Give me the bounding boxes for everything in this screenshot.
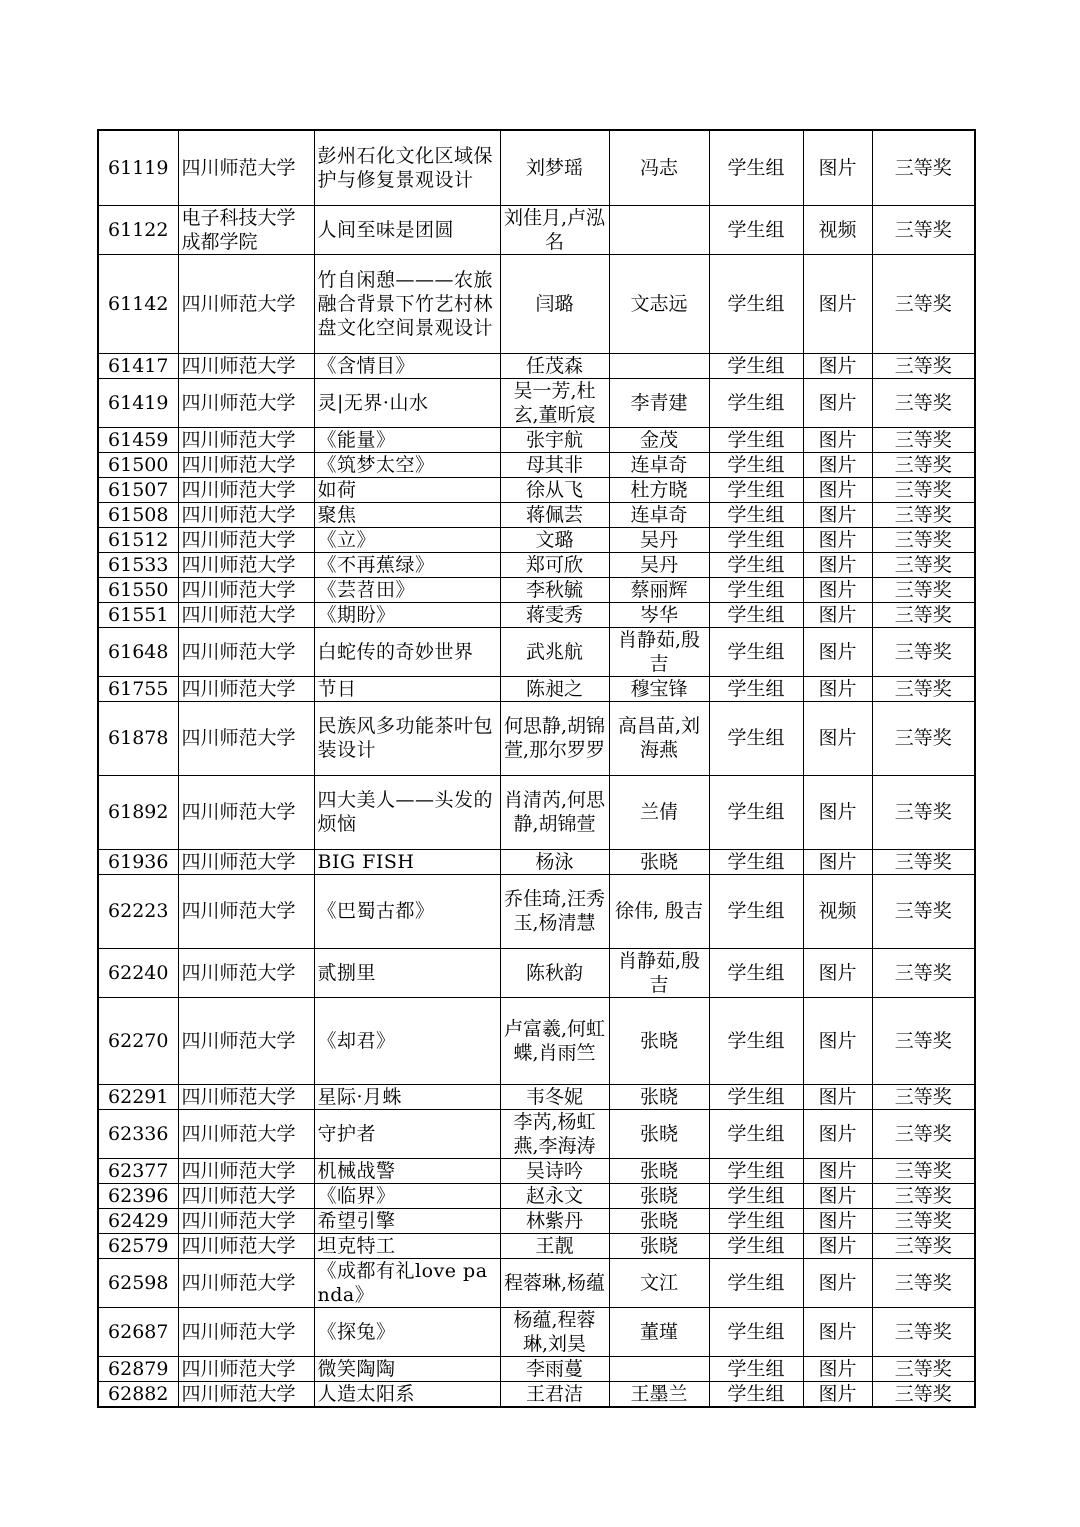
work-title-cell: 灵|无界·山水 [314,378,500,427]
tutor-cell: 连卓奇 [609,452,709,477]
award-id-cell: 61878 [98,701,178,775]
tutor-cell: 张晓 [609,849,709,874]
university-cell: 四川师范大学 [178,775,314,849]
work-title-cell: 彭州石化文化区域保护与修复景观设计 [314,130,500,205]
prize-cell: 三等奖 [872,452,975,477]
work-title-cell: 人间至味是团圆 [314,205,500,254]
table-row [98,577,975,602]
tutor-cell: 杜方晓 [609,477,709,502]
award-id-cell: 61551 [98,602,178,627]
work-type-cell: 图片 [803,1158,872,1183]
university-cell: 四川师范大学 [178,948,314,997]
work-title-cell: 星际·月蛛 [314,1084,500,1109]
work-title-cell: 四大美人——头发的烦恼 [314,775,500,849]
prize-cell: 三等奖 [872,627,975,676]
award-id-cell: 61119 [98,130,178,205]
award-id-cell: 61417 [98,353,178,378]
work-title-cell: 《却君》 [314,997,500,1084]
table-row [98,452,975,477]
award-id-cell: 61459 [98,427,178,452]
prize-cell: 三等奖 [872,552,975,577]
award-id-cell: 61500 [98,452,178,477]
table-row [98,1208,975,1233]
work-title-cell: 《筑梦太空》 [314,452,500,477]
table-row [98,427,975,452]
award-id-cell: 62336 [98,1109,178,1158]
awards-table-body [98,130,975,1407]
work-title-cell: 《成都有礼love panda》 [314,1258,500,1307]
prize-cell: 三等奖 [872,1233,975,1258]
group-cell: 学生组 [709,775,803,849]
university-cell: 四川师范大学 [178,452,314,477]
authors-cell: 韦冬妮 [500,1084,609,1109]
table-row [98,775,975,849]
award-id-cell: 61892 [98,775,178,849]
group-cell: 学生组 [709,1084,803,1109]
work-type-cell: 图片 [803,676,872,701]
authors-cell: 陈秋韵 [500,948,609,997]
university-cell: 四川师范大学 [178,577,314,602]
tutor-cell: 吴丹 [609,552,709,577]
authors-cell: 武兆航 [500,627,609,676]
group-cell: 学生组 [709,1109,803,1158]
work-title-cell: 守护者 [314,1109,500,1158]
award-id-cell: 62223 [98,874,178,948]
prize-cell: 三等奖 [872,701,975,775]
work-type-cell: 图片 [803,1233,872,1258]
group-cell: 学生组 [709,948,803,997]
university-cell: 四川师范大学 [178,1109,314,1158]
work-title-cell: 《芸苕田》 [314,577,500,602]
authors-cell: 吴诗吟 [500,1158,609,1183]
award-id-cell: 62240 [98,948,178,997]
tutor-cell: 金茂 [609,427,709,452]
tutor-cell: 岑华 [609,602,709,627]
prize-cell: 三等奖 [872,676,975,701]
table-row [98,353,975,378]
tutor-cell: 高昌苗,刘海燕 [609,701,709,775]
award-id-cell: 62429 [98,1208,178,1233]
table-row [98,477,975,502]
tutor-cell [609,353,709,378]
award-id-cell: 61936 [98,849,178,874]
award-id-cell: 61508 [98,502,178,527]
work-type-cell: 图片 [803,1183,872,1208]
university-cell: 四川师范大学 [178,1158,314,1183]
prize-cell: 三等奖 [872,874,975,948]
tutor-cell: 文江 [609,1258,709,1307]
work-type-cell: 图片 [803,1258,872,1307]
table-row [98,378,975,427]
authors-cell: 母其非 [500,452,609,477]
authors-cell: 郑可欣 [500,552,609,577]
authors-cell: 何思静,胡锦萱,那尔罗罗 [500,701,609,775]
tutor-cell: 穆宝锋 [609,676,709,701]
table-row [98,948,975,997]
university-cell: 四川师范大学 [178,130,314,205]
table-row [98,997,975,1084]
prize-cell: 三等奖 [872,205,975,254]
group-cell: 学生组 [709,205,803,254]
authors-cell: 蒋雯秀 [500,602,609,627]
tutor-cell: 肖静茹,殷吉 [609,627,709,676]
award-id-cell: 62270 [98,997,178,1084]
university-cell: 四川师范大学 [178,1183,314,1208]
university-cell: 四川师范大学 [178,627,314,676]
table-row [98,1084,975,1109]
group-cell: 学生组 [709,452,803,477]
authors-cell: 李雨蔓 [500,1356,609,1381]
university-cell: 四川师范大学 [178,997,314,1084]
university-cell: 四川师范大学 [178,477,314,502]
work-type-cell: 图片 [803,1381,872,1407]
tutor-cell [609,205,709,254]
work-title-cell: 《立》 [314,527,500,552]
prize-cell: 三等奖 [872,1183,975,1208]
prize-cell: 三等奖 [872,1208,975,1233]
award-id-cell: 61550 [98,577,178,602]
group-cell: 学生组 [709,527,803,552]
group-cell: 学生组 [709,1158,803,1183]
work-title-cell: 《巴蜀古都》 [314,874,500,948]
award-id-cell: 61419 [98,378,178,427]
work-title-cell: 如荷 [314,477,500,502]
table-row [98,676,975,701]
work-type-cell: 图片 [803,627,872,676]
group-cell: 学生组 [709,701,803,775]
award-id-cell: 62598 [98,1258,178,1307]
authors-cell: 张宇航 [500,427,609,452]
university-cell: 四川师范大学 [178,427,314,452]
university-cell: 四川师范大学 [178,1356,314,1381]
award-id-cell: 61142 [98,254,178,353]
group-cell: 学生组 [709,130,803,205]
authors-cell: 杨泳 [500,849,609,874]
work-type-cell: 图片 [803,378,872,427]
work-title-cell: 微笑陶陶 [314,1356,500,1381]
tutor-cell: 徐伟, 殷吉 [609,874,709,948]
work-type-cell: 图片 [803,775,872,849]
tutor-cell: 张晓 [609,1183,709,1208]
table-row [98,1381,975,1407]
tutor-cell: 兰倩 [609,775,709,849]
group-cell: 学生组 [709,602,803,627]
authors-cell: 陈昶之 [500,676,609,701]
tutor-cell: 王墨兰 [609,1381,709,1407]
university-cell: 四川师范大学 [178,378,314,427]
work-type-cell: 图片 [803,701,872,775]
group-cell: 学生组 [709,627,803,676]
work-type-cell: 视频 [803,205,872,254]
group-cell: 学生组 [709,849,803,874]
tutor-cell: 蔡丽辉 [609,577,709,602]
table-row [98,701,975,775]
prize-cell: 三等奖 [872,602,975,627]
table-row [98,849,975,874]
university-cell: 四川师范大学 [178,701,314,775]
prize-cell: 三等奖 [872,477,975,502]
authors-cell: 王君洁 [500,1381,609,1407]
tutor-cell: 连卓奇 [609,502,709,527]
authors-cell: 肖清芮,何思静,胡锦萱 [500,775,609,849]
prize-cell: 三等奖 [872,427,975,452]
prize-cell: 三等奖 [872,1084,975,1109]
authors-cell: 卢富羲,何虹蝶,肖雨竺 [500,997,609,1084]
university-cell: 四川师范大学 [178,254,314,353]
award-id-cell: 62291 [98,1084,178,1109]
award-id-cell: 61512 [98,527,178,552]
university-cell: 电子科技大学成都学院 [178,205,314,254]
group-cell: 学生组 [709,427,803,452]
work-title-cell: 人造太阳系 [314,1381,500,1407]
table-row [98,205,975,254]
group-cell: 学生组 [709,378,803,427]
work-title-cell: 《临界》 [314,1183,500,1208]
prize-cell: 三等奖 [872,1356,975,1381]
work-title-cell: 机械战警 [314,1158,500,1183]
work-type-cell: 图片 [803,353,872,378]
work-type-cell: 图片 [803,849,872,874]
university-cell: 四川师范大学 [178,1208,314,1233]
table-row [98,527,975,552]
work-type-cell: 图片 [803,602,872,627]
university-cell: 四川师范大学 [178,849,314,874]
table-row [98,874,975,948]
university-cell: 四川师范大学 [178,552,314,577]
authors-cell: 蒋佩芸 [500,502,609,527]
tutor-cell: 张晓 [609,1158,709,1183]
table-row [98,502,975,527]
tutor-cell: 冯志 [609,130,709,205]
prize-cell: 三等奖 [872,1158,975,1183]
work-title-cell: 聚焦 [314,502,500,527]
work-type-cell: 图片 [803,477,872,502]
prize-cell: 三等奖 [872,254,975,353]
table-row [98,1109,975,1158]
university-cell: 四川师范大学 [178,1381,314,1407]
work-title-cell: 坦克特工 [314,1233,500,1258]
authors-cell: 徐从飞 [500,477,609,502]
work-type-cell: 图片 [803,527,872,552]
tutor-cell: 张晓 [609,1109,709,1158]
prize-cell: 三等奖 [872,997,975,1084]
award-id-cell: 62377 [98,1158,178,1183]
group-cell: 学生组 [709,1258,803,1307]
work-type-cell: 图片 [803,452,872,477]
award-id-cell: 62579 [98,1233,178,1258]
table-row [98,1258,975,1307]
group-cell: 学生组 [709,676,803,701]
group-cell: 学生组 [709,552,803,577]
work-title-cell: 希望引擎 [314,1208,500,1233]
work-title-cell: 竹自闲憩———农旅融合背景下竹艺村林盘文化空间景观设计 [314,254,500,353]
group-cell: 学生组 [709,254,803,353]
award-id-cell: 62879 [98,1356,178,1381]
university-cell: 四川师范大学 [178,1084,314,1109]
table-row [98,130,975,205]
awards-table [97,129,976,1408]
authors-cell: 闫璐 [500,254,609,353]
table-row [98,1233,975,1258]
group-cell: 学生组 [709,1233,803,1258]
authors-cell: 李芮,杨虹燕,李海涛 [500,1109,609,1158]
prize-cell: 三等奖 [872,775,975,849]
work-title-cell: BIG FISH [314,849,500,874]
university-cell: 四川师范大学 [178,602,314,627]
award-id-cell: 61507 [98,477,178,502]
prize-cell: 三等奖 [872,353,975,378]
table-row [98,1158,975,1183]
group-cell: 学生组 [709,577,803,602]
work-title-cell: 贰捌里 [314,948,500,997]
work-title-cell: 白蛇传的奇妙世界 [314,627,500,676]
award-id-cell: 62882 [98,1381,178,1407]
authors-cell: 吴一芳,杜玄,董昕宸 [500,378,609,427]
tutor-cell: 张晓 [609,1084,709,1109]
award-id-cell: 61755 [98,676,178,701]
work-type-cell: 图片 [803,502,872,527]
work-title-cell: 节日 [314,676,500,701]
prize-cell: 三等奖 [872,1109,975,1158]
prize-cell: 三等奖 [872,527,975,552]
group-cell: 学生组 [709,1208,803,1233]
work-title-cell: 《期盼》 [314,602,500,627]
table-row [98,552,975,577]
prize-cell: 三等奖 [872,1307,975,1356]
work-type-cell: 图片 [803,427,872,452]
prize-cell: 三等奖 [872,1381,975,1407]
group-cell: 学生组 [709,477,803,502]
tutor-cell: 张晓 [609,1208,709,1233]
work-type-cell: 视频 [803,874,872,948]
tutor-cell [609,1356,709,1381]
table-row [98,602,975,627]
award-id-cell: 61648 [98,627,178,676]
work-type-cell: 图片 [803,1109,872,1158]
table-row [98,254,975,353]
work-title-cell: 《不再蕉绿》 [314,552,500,577]
group-cell: 学生组 [709,1356,803,1381]
work-title-cell: 《能量》 [314,427,500,452]
tutor-cell: 李青建 [609,378,709,427]
work-type-cell: 图片 [803,130,872,205]
table-row [98,1356,975,1381]
university-cell: 四川师范大学 [178,527,314,552]
authors-cell: 程蓉琳,杨蕴 [500,1258,609,1307]
work-type-cell: 图片 [803,1208,872,1233]
work-title-cell: 《含情目》 [314,353,500,378]
university-cell: 四川师范大学 [178,353,314,378]
group-cell: 学生组 [709,502,803,527]
prize-cell: 三等奖 [872,577,975,602]
award-id-cell: 61122 [98,205,178,254]
authors-cell: 任茂森 [500,353,609,378]
work-type-cell: 图片 [803,254,872,353]
tutor-cell: 文志远 [609,254,709,353]
authors-cell: 刘梦瑶 [500,130,609,205]
university-cell: 四川师范大学 [178,676,314,701]
work-title-cell: 民族风多功能茶叶包装设计 [314,701,500,775]
work-type-cell: 图片 [803,997,872,1084]
authors-cell: 赵永文 [500,1183,609,1208]
tutor-cell: 吴丹 [609,527,709,552]
table-row [98,627,975,676]
group-cell: 学生组 [709,1381,803,1407]
university-cell: 四川师范大学 [178,1307,314,1356]
prize-cell: 三等奖 [872,502,975,527]
work-type-cell: 图片 [803,1356,872,1381]
university-cell: 四川师范大学 [178,1233,314,1258]
group-cell: 学生组 [709,874,803,948]
authors-cell: 林紫丹 [500,1208,609,1233]
award-id-cell: 61533 [98,552,178,577]
prize-cell: 三等奖 [872,1258,975,1307]
university-cell: 四川师范大学 [178,502,314,527]
work-type-cell: 图片 [803,552,872,577]
tutor-cell: 董瑾 [609,1307,709,1356]
authors-cell: 文璐 [500,527,609,552]
university-cell: 四川师范大学 [178,874,314,948]
authors-cell: 杨蕴,程蓉琳,刘昊 [500,1307,609,1356]
authors-cell: 李秋毓 [500,577,609,602]
group-cell: 学生组 [709,997,803,1084]
group-cell: 学生组 [709,1183,803,1208]
prize-cell: 三等奖 [872,378,975,427]
work-title-cell: 《探兔》 [314,1307,500,1356]
prize-cell: 三等奖 [872,849,975,874]
work-type-cell: 图片 [803,1084,872,1109]
authors-cell: 王靓 [500,1233,609,1258]
authors-cell: 刘佳月,卢泓名 [500,205,609,254]
group-cell: 学生组 [709,353,803,378]
authors-cell: 乔佳琦,汪秀玉,杨清慧 [500,874,609,948]
prize-cell: 三等奖 [872,130,975,205]
work-type-cell: 图片 [803,948,872,997]
work-type-cell: 图片 [803,1307,872,1356]
award-id-cell: 62396 [98,1183,178,1208]
award-id-cell: 62687 [98,1307,178,1356]
university-cell: 四川师范大学 [178,1258,314,1307]
table-row [98,1183,975,1208]
prize-cell: 三等奖 [872,948,975,997]
group-cell: 学生组 [709,1307,803,1356]
tutor-cell: 张晓 [609,1233,709,1258]
tutor-cell: 张晓 [609,997,709,1084]
work-type-cell: 图片 [803,577,872,602]
table-row [98,1307,975,1356]
tutor-cell: 肖静茹,殷吉 [609,948,709,997]
